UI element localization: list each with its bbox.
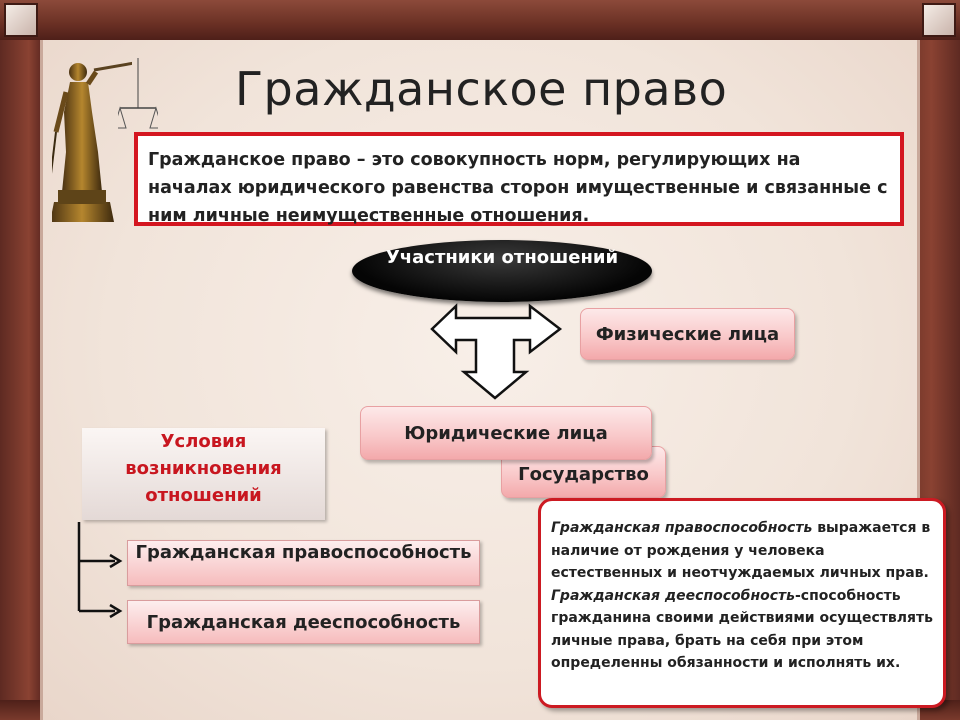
definition-box: Гражданское право – это совокупность норм, регулирующих на началах юридического равенства сторон имущественные и связанные с ним личные неимущественные отношения. [134, 132, 904, 226]
physical-persons-box: Физические лица [580, 308, 795, 360]
info-text-2: -способность гражданина своими действиями осуществлять личные права, брать на себя при этом определенны обязанности и исполнять их. [551, 587, 933, 671]
page-title: Гражданское право [235, 62, 728, 116]
state-box: Государство [501, 446, 666, 498]
active-capacity-box: Гражданская дееспособность [127, 600, 480, 644]
legal-capacity-box: Гражданская правоспособность [127, 540, 480, 586]
participants-header-ellipse: Участники отношений [352, 240, 652, 302]
conditions-header: Условия возникновения отношений [82, 428, 325, 520]
info-box [538, 498, 946, 708]
info-term-2: Гражданская дееспособность [551, 587, 795, 604]
three-way-arrow-icon [432, 306, 560, 398]
legal-entities-box: Юридические лица [360, 406, 652, 460]
info-term-1: Гражданская правоспособность [551, 520, 813, 536]
info-text-1: выражается в наличие от рождения у человека естественных и неотчуждаемых личных прав. [551, 520, 931, 581]
